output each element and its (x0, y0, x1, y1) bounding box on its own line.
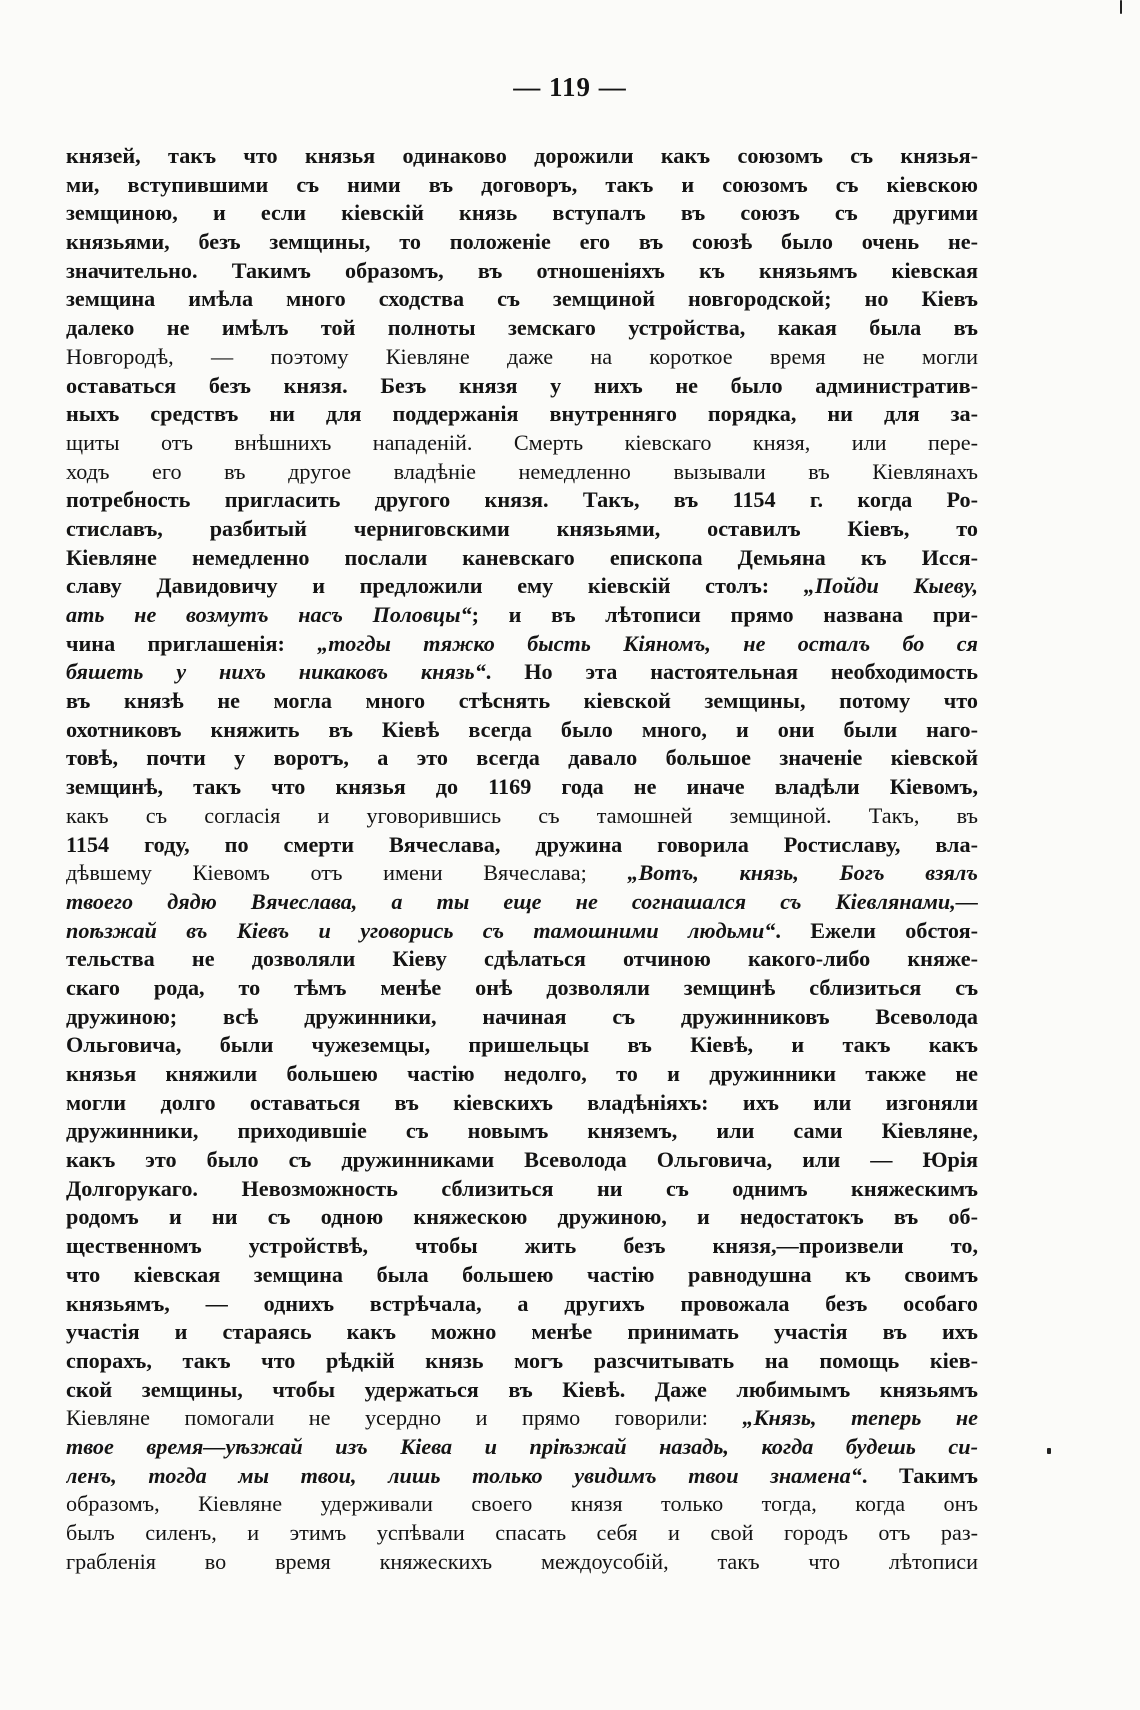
text-segment: родомъ и ни съ одною княжескою дружиною, и недостатокъ въ об- (66, 1204, 978, 1230)
text-segment: въ князѣ не могла много стѣснять кіевской земщины, потому что (66, 688, 978, 714)
text-line (66, 744, 978, 773)
text-line (66, 888, 978, 917)
text-line (66, 974, 978, 1003)
text-line (66, 1261, 978, 1290)
text-line (66, 945, 978, 974)
quoted-text: ать не возмутъ насъ Половцы“ (66, 602, 472, 627)
text-segment: . Но эта настоятельная необходимость (485, 659, 978, 685)
text-segment: охотниковъ княжить въ Кіевѣ всегда было много, и они были наго- (66, 716, 978, 742)
quoted-text: „тогды тяжко бысть Кіяномъ, не осталъ бо ся (317, 630, 978, 656)
text-line (66, 1175, 978, 1204)
text-line (66, 1146, 978, 1175)
text-segment: дѣвшему Кіевомъ отъ имени Вячеслава; (66, 860, 628, 886)
text-line (66, 1376, 978, 1405)
text-line (66, 630, 978, 659)
text-segment: князьями, безъ земщины, то положеніе его въ союзѣ было очень не- (66, 229, 978, 255)
scan-speck (1120, 0, 1122, 14)
text-line (66, 859, 978, 888)
text-segment: спорахъ, такъ что рѣдкій князь могъ разсчитывать на помощь кіев- (66, 1347, 978, 1373)
text-segment: земщинѣ, такъ что князья до 1169 года не иначе владѣли Кіевомъ, (66, 774, 978, 800)
text-segment: грабленія во время княжескихъ междоусобій, такъ что лѣтописи (66, 1548, 978, 1574)
text-segment: оставаться безъ князя. Безъ князя у нихъ не было административ- (66, 372, 978, 398)
text-line (66, 1290, 978, 1319)
quoted-text: ленъ, тогда мы твои, лишь только увидимъ твои знамена“ (66, 1462, 862, 1488)
text-line (66, 601, 978, 630)
text-line (66, 572, 978, 601)
text-line (66, 372, 978, 401)
text-line (66, 1232, 978, 1261)
text-line (66, 658, 978, 687)
text-line (66, 199, 978, 228)
quoted-text: поѣзжай въ Кіевъ и уговорись съ тамошними людьми“ (66, 917, 776, 943)
text-segment: стиславъ, разбитый черниговскими князьями, оставилъ Кіевъ, то (66, 515, 978, 541)
text-line (66, 257, 978, 286)
text-segment: образомъ, Кіевляне удерживали своего князя только тогда, когда онъ (66, 1491, 978, 1517)
text-line (66, 1548, 978, 1577)
text-line (66, 544, 978, 573)
body-text (66, 142, 978, 1576)
text-segment: потребность пригласить другого князя. Такъ, въ 1154 г. когда Ро- (66, 487, 978, 513)
text-line (66, 171, 978, 200)
text-segment: какъ съ согласія и уговорившись съ тамошней земщиной. Такъ, въ (66, 802, 978, 828)
text-line (66, 1089, 978, 1118)
text-line (66, 1203, 978, 1232)
quoted-text: „Князь, теперь не (742, 1405, 978, 1431)
text-segment: какъ это было съ дружинниками Всеволода Ольговича, или — Юрія (66, 1147, 978, 1173)
quoted-text: бяшеть у нихъ никаковъ князь“ (66, 659, 486, 685)
text-segment: ской земщины, чтобы удержаться въ Кіевѣ. Даже любимымъ князьямъ (66, 1376, 978, 1402)
text-line (66, 343, 978, 372)
text-line (66, 1404, 978, 1433)
text-line (66, 1060, 978, 1089)
text-segment: князья княжили большею частію недолго, то и дружинники также не (66, 1061, 978, 1086)
text-line (66, 1031, 978, 1060)
text-line (66, 917, 978, 946)
text-segment: чина приглашенія: (66, 630, 318, 656)
text-segment: Новгородѣ, — поэтому Кіевляне даже на короткое время не могли (66, 343, 978, 369)
text-segment: щиты отъ внѣшнихъ нападеній. Смерть кіевскаго князя, или пере- (66, 429, 978, 455)
text-line (66, 1003, 978, 1032)
text-line (66, 142, 978, 171)
text-line (66, 687, 978, 716)
quoted-text: „Пойди Кыеву, (803, 573, 978, 599)
text-segment: что кіевская земщина была большею частію равнодушна къ своимъ (66, 1261, 978, 1287)
quoted-text: твоего дядю Вячеслава, а ты еще не согнашался съ Кіевлянами,— (66, 888, 978, 914)
text-line (66, 314, 978, 343)
text-line (66, 802, 978, 831)
text-segment: . Ежели обстоя- (775, 917, 978, 943)
text-segment: Долгорукаго. Невозможность сблизиться ни съ однимъ княжескимъ (66, 1175, 978, 1201)
text-segment: земщина имѣла много сходства съ земщиной новгородской; но Кіевъ (66, 286, 978, 312)
text-segment: дружиною; всѣ дружинники, начиная съ дружинниковъ Всеволода (66, 1003, 978, 1029)
text-segment: 1154 году, по смерти Вячеслава, дружина говорила Ростиславу, вла- (66, 831, 978, 857)
text-segment: Кіевляне помогали не усердно и прямо говорили: (66, 1405, 743, 1431)
text-line (66, 1347, 978, 1376)
text-line (66, 486, 978, 515)
margin-mark (1047, 1448, 1051, 1454)
quoted-text: твое время—уѣзжай изъ Кіева и пріѣзжай назадь, когда будешь си- (66, 1433, 978, 1459)
text-segment: князей, такъ что князья одинаково дорожили какъ союзомъ съ князья- (66, 143, 978, 168)
text-line (66, 1117, 978, 1146)
text-segment: князьямъ, — однихъ встрѣчала, а другихъ провожала безъ особаго (66, 1290, 978, 1316)
text-segment: скаго рода, то тѣмъ менѣе онѣ дозволяли земщинѣ сблизиться съ (66, 974, 978, 1000)
text-line (66, 716, 978, 745)
text-segment: могли долго оставаться въ кіевскихъ владѣніяхъ: ихъ или изгоняли (66, 1089, 978, 1115)
text-line (66, 1490, 978, 1519)
text-segment: дружинники, приходившіе съ новымъ княземъ, или сами Кіевляне, (66, 1118, 978, 1144)
text-line (66, 1519, 978, 1548)
text-segment: ныхъ средствъ ни для поддержанія внутренняго порядка, ни для за- (66, 401, 978, 427)
text-line (66, 285, 978, 314)
text-segment: далеко не имѣлъ той полноты земскаго устройства, какая была въ (66, 315, 978, 341)
page-number: — 119 — (513, 72, 627, 102)
text-segment: значительно. Такимъ образомъ, въ отношеніяхъ къ князьямъ кіевская (66, 257, 978, 283)
text-segment: участія и стараясь какъ можно менѣе принимать участія въ ихъ (66, 1319, 978, 1345)
text-segment: земщиною, и если кіевскій князь вступалъ въ союзъ съ другими (66, 200, 978, 226)
text-segment: ми, вступившими съ ними въ договоръ, такъ и союзомъ съ кіевскою (66, 171, 978, 197)
text-segment: ходъ его въ другое владѣніе немедленно вызывали въ Кіевлянахъ (66, 458, 978, 484)
text-line (66, 515, 978, 544)
text-line (66, 1433, 978, 1462)
text-segment: товѣ, почти у воротъ, а это всегда давало большое значеніе кіевской (66, 745, 978, 771)
text-segment: Ольговича, были чужеземцы, пришельцы въ Кіевѣ, и такъ какъ (66, 1032, 978, 1058)
text-line (66, 1318, 978, 1347)
text-line (66, 228, 978, 257)
text-line (66, 400, 978, 429)
text-segment: былъ силенъ, и этимъ успѣвали спасать себя и свой городъ отъ раз- (66, 1520, 978, 1545)
text-segment: ; и въ лѣтописи прямо названа при- (471, 602, 978, 627)
text-line (66, 1462, 978, 1491)
quoted-text: „Вотъ, князь, Богъ взялъ (627, 860, 978, 886)
text-segment: Кіевляне немедленно послали каневскаго епископа Демьяна къ Исся- (66, 544, 978, 570)
text-line (66, 458, 978, 487)
text-segment: . Такимъ (861, 1462, 978, 1488)
text-segment: щественномъ устройствѣ, чтобы жить безъ князя,—произвели то, (66, 1233, 978, 1259)
text-line (66, 773, 978, 802)
text-segment: тельства не дозволяли Кіеву сдѣлаться отчиною какого-либо княже- (66, 946, 978, 972)
text-segment: славу Давидовичу и предложили ему кіевскій столъ: (66, 573, 804, 599)
text-line (66, 831, 978, 860)
text-line (66, 429, 978, 458)
